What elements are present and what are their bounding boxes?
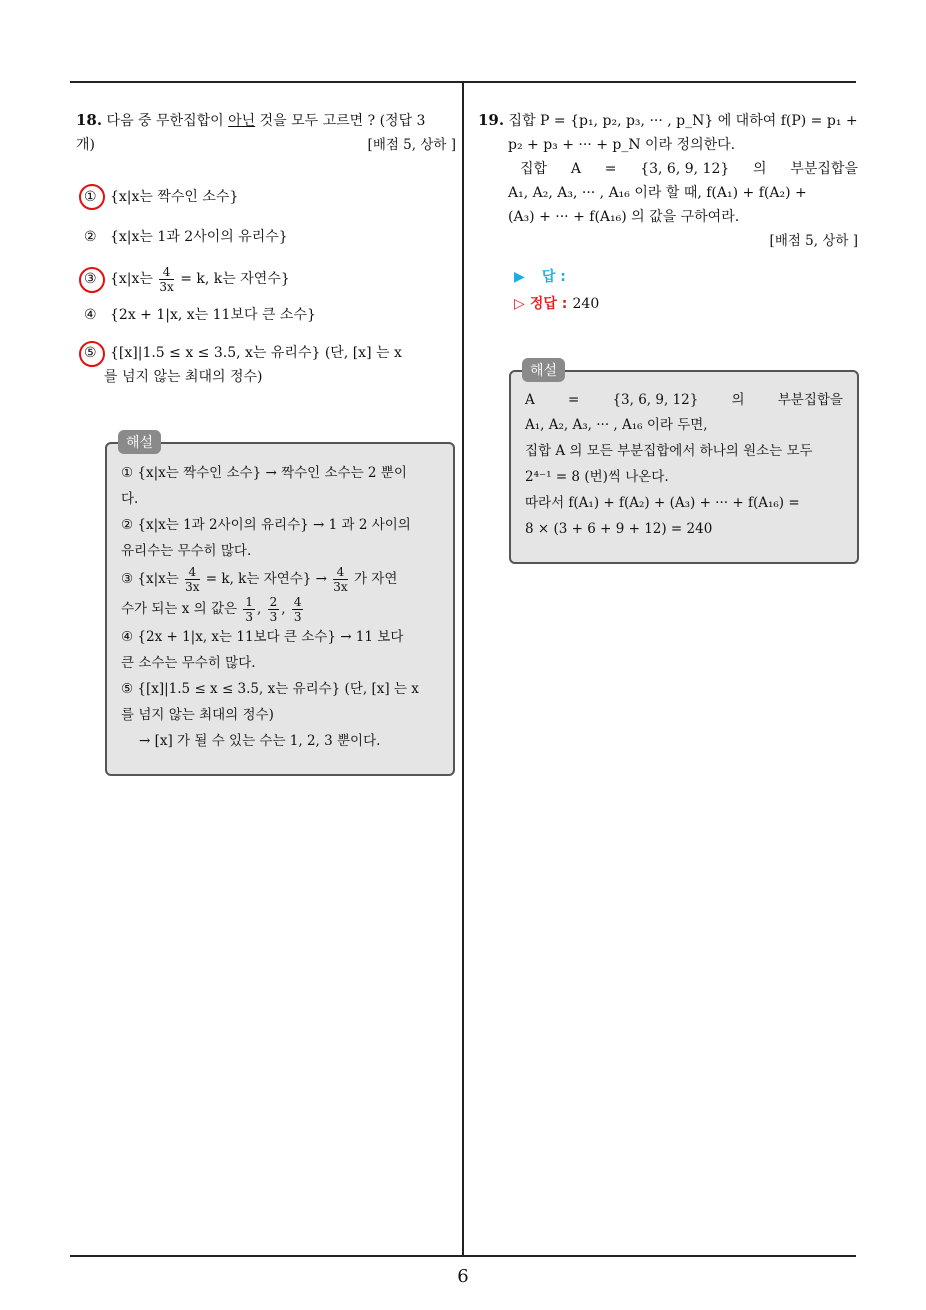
q18-number: 18. xyxy=(76,111,103,129)
q18-choice-5[interactable] xyxy=(76,341,456,389)
exp19-line-6: 8 × (3 + 6 + 9 + 12) = 240 xyxy=(525,521,713,537)
choice-1-mark: ① xyxy=(84,189,97,205)
choice-2-mark: ② xyxy=(84,229,97,245)
q19-text-1: 집합 P = {p₁, p₂, p₃, ··· , p_N} 에 대하여 f(P) = p₁ + xyxy=(504,113,858,129)
explanation-19-tag: 해설 xyxy=(522,358,565,382)
exp18-line-8: 큰 소수는 무수히 많다. xyxy=(121,655,256,671)
q18-choice-1[interactable] xyxy=(76,185,456,213)
q19-line-4: A₁, A₂, A₃, ··· , A₁₆ 이라 할 때, f(A₁) + f(A₂) + xyxy=(508,185,807,201)
choice-1-text: {x|x는 짝수인 소수} xyxy=(110,189,239,205)
exp18-line-3: ② {x|x는 1과 2사이의 유리수} → 1 과 2 사이의 xyxy=(121,517,411,533)
choice-5-text: {[x]|1.5 ≤ x ≤ 3.5, x는 유리수} (단, [x] 는 x xyxy=(110,345,402,361)
exp18-line-10: 를 넘지 않는 최대의 정수) xyxy=(121,707,274,723)
outline-triangle-icon: ▷ xyxy=(514,296,525,312)
q19-line-3: 집합 A = {3, 6, 9, 12} 의 부분집합을 xyxy=(520,161,858,177)
exp18-line-7: ④ {2x + 1|x, x는 11보다 큰 소수} → 11 보다 xyxy=(121,629,404,645)
choice-5-text-line2: 를 넘지 않는 최대의 정수) xyxy=(104,369,263,385)
q19-line-5: (A₃) + ··· + f(A₁₆) 의 값을 구하여라. xyxy=(508,209,740,225)
question-19 xyxy=(478,108,858,317)
bottom-rule xyxy=(70,1255,856,1257)
choice-3-text-pre: {x|x는 xyxy=(110,271,158,287)
exp18-line-11: → [x] 가 될 수 있는 수는 1, 2, 3 뿐이다. xyxy=(139,733,381,749)
exp19-line-2: A₁, A₂, A₃, ··· , A₁₆ 이라 두면, xyxy=(525,417,708,433)
correct-answer-row xyxy=(478,290,858,317)
explanation-19-content xyxy=(511,372,857,552)
choice-4-mark: ④ xyxy=(84,307,97,323)
exp18-line-4: 유리수는 무수히 많다. xyxy=(121,543,252,559)
q18-stem-line2 xyxy=(76,133,456,157)
q18-choice-3[interactable] xyxy=(76,261,456,297)
exp18-line-5: ③ {x|x는 $\frac{4}{3x}$ = k, k는 자연수} → $\frac{4}{3x}$ 가 자연 xyxy=(121,565,398,594)
choice-3-text-post: = k, k는 자연수} xyxy=(175,271,290,287)
q18-stem xyxy=(76,108,456,133)
answer-row[interactable] xyxy=(478,263,858,290)
page-number: 6 xyxy=(457,1266,469,1287)
column-divider xyxy=(462,82,464,1256)
explanation-18-box xyxy=(105,442,455,776)
q19-line-2: p₂ + p₃ + ··· + p_N 이라 정의한다. xyxy=(508,137,736,153)
q18-text-line2: 개) xyxy=(76,137,95,153)
correct-value: 240 xyxy=(572,296,600,312)
choice-3-mark: ③ xyxy=(84,271,97,287)
explanation-18-tag: 해설 xyxy=(118,430,161,454)
q18-choice-2[interactable] xyxy=(76,225,456,253)
exp19-line-3: 집합 A 의 모든 부분집합에서 하나의 원소는 모두 xyxy=(525,443,813,459)
exp19-line-5: 따라서 f(A₁) + f(A₂) + (A₃) + ··· + f(A₁₆) = xyxy=(525,495,800,511)
q18-choice-4[interactable] xyxy=(76,303,456,331)
q18-meta: [배점 5, 상하 ] xyxy=(367,137,456,153)
q18-text-underlined: 아닌 xyxy=(228,113,256,129)
exp18-line-6: 수가 되는 x 의 값은 $\frac{1}{3}$ , $\frac{2}{3}$ , $\frac{4}{3}$ xyxy=(121,595,302,624)
choice-4-text: {2x + 1|x, x는 11보다 큰 소수} xyxy=(110,307,316,323)
q19-meta: [배점 5, 상하 ] xyxy=(769,233,858,249)
exp18-line-1: ① {x|x는 짝수인 소수} → 짝수인 소수는 2 뿐이 xyxy=(121,465,407,481)
explanation-18-content xyxy=(107,444,453,764)
choice-5-mark: ⑤ xyxy=(84,345,97,361)
exp18-line-9: ⑤ {[x]|1.5 ≤ x ≤ 3.5, x는 유리수} (단, [x] 는 x xyxy=(121,681,419,697)
q18-text-post: 것을 모두 고르면 ? (정답 3 xyxy=(255,113,426,129)
choice-2-text: {x|x는 1과 2사이의 유리수} xyxy=(110,229,288,245)
play-triangle-icon: ▶ xyxy=(514,269,525,285)
exp18-line-2: 다. xyxy=(121,491,139,507)
q19-number: 19. xyxy=(478,111,505,129)
explanation-19-box xyxy=(509,370,859,564)
choice-3-fraction: $\frac{4}{3x}$ xyxy=(159,264,174,294)
question-18 xyxy=(76,108,456,389)
exp19-line-4: 2⁴⁻¹ = 8 (번)씩 나온다. xyxy=(525,469,669,485)
q19-line-1 xyxy=(478,108,858,133)
answer-label: 답 : xyxy=(541,269,566,285)
exp19-line-1: A = {3, 6, 9, 12} 의 부분집합을 xyxy=(525,392,843,408)
correct-label: 정답 : xyxy=(529,296,568,312)
q18-text-pre: 다음 중 무한집합이 xyxy=(102,113,229,129)
